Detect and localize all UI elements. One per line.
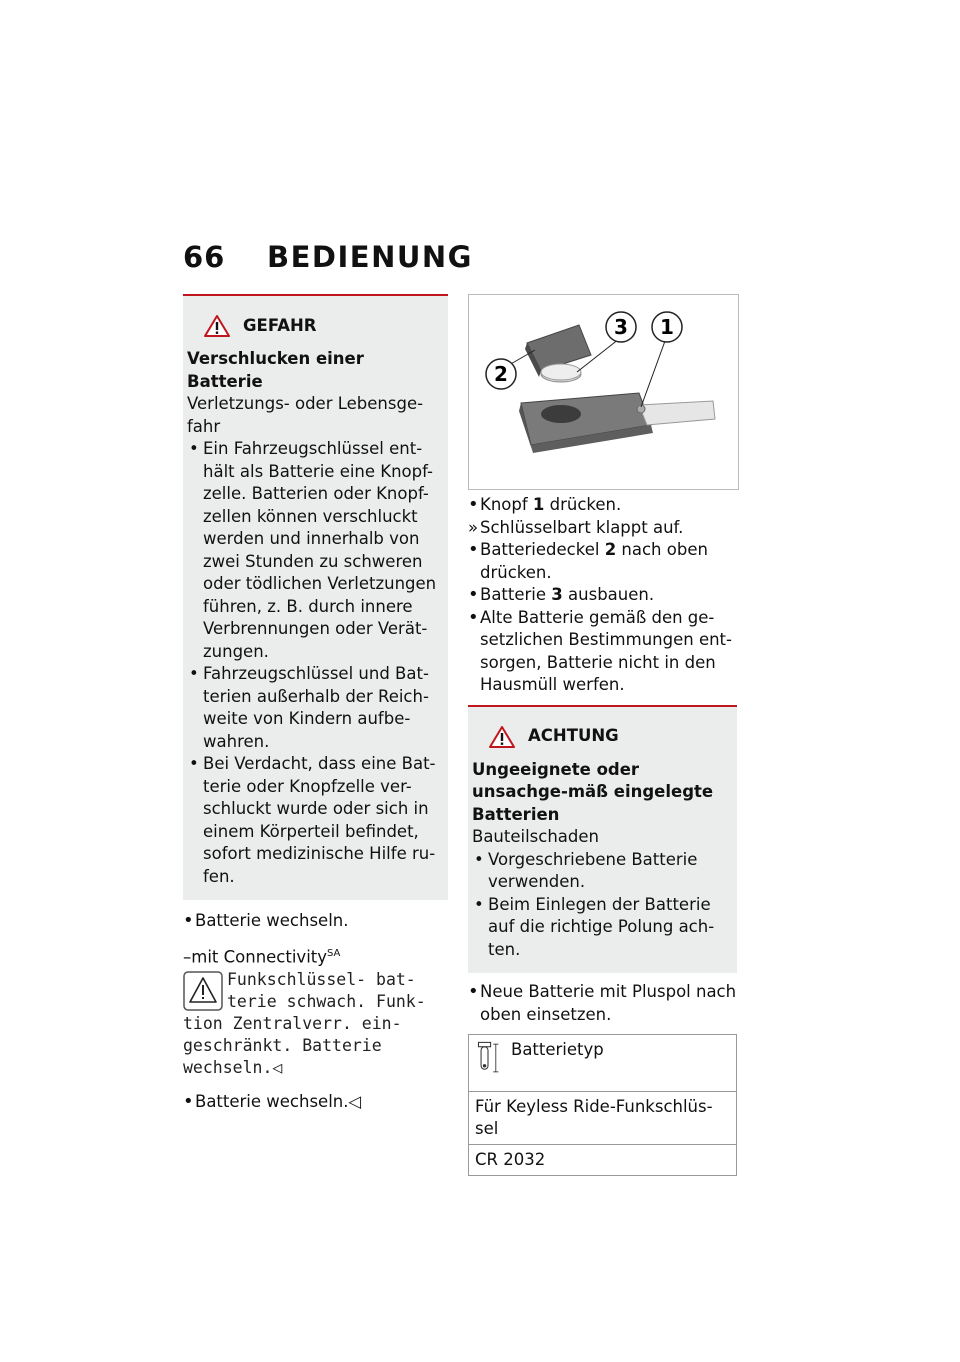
table-row	[469, 1092, 737, 1145]
step-text: Knopf	[480, 495, 533, 514]
step-text: Alte Batterie gemäß den ge-setzlichen Bestimmungen ent-sorgen, Batterie nicht in den Hausmüll werfen.	[480, 607, 732, 694]
left-column	[183, 294, 448, 1113]
step-number: 1	[532, 495, 545, 514]
callout-label: 3	[614, 315, 628, 339]
notice-title: Ungeeignete oder unsachge-mäß eingelegte Batterien	[472, 759, 714, 824]
notice-bullet: • Vorgeschriebene Batterie verwenden.	[472, 849, 731, 894]
display-line: terie schwach. Funk-	[227, 991, 426, 1011]
step-number: 2	[604, 540, 617, 559]
key-illustration	[469, 295, 738, 489]
notice-bullet: • Ein Fahrzeugschlüssel ent-hält als Batterie eine Knopf-zelle. Batterien oder Knopf-zellen können verschluckt werden und innerhalb von zwei Stunden zu schweren oder tödlichen Verletzungen führen, z. B. durch innere Verbrennungen oder Verät-zungen.	[187, 438, 442, 663]
page-header	[183, 240, 473, 274]
step-text: drücken.	[544, 495, 622, 514]
step-text: Batteriedeckel	[480, 540, 605, 559]
table-header-label: Batterietyp	[511, 1040, 604, 1059]
step-result	[468, 517, 737, 540]
table-row	[469, 1035, 737, 1092]
variant-sup: SA	[327, 947, 341, 959]
table-cell: CR 2032	[469, 1145, 737, 1176]
battery-icon	[475, 1039, 501, 1077]
notice-label: GEFAHR	[243, 315, 317, 335]
table-cell: Für Keyless Ride-Funkschlüs-sel	[469, 1092, 737, 1145]
table-header-cell	[469, 1035, 737, 1092]
table-row	[469, 1145, 737, 1176]
step-item	[468, 494, 737, 517]
danger-notice	[183, 294, 448, 900]
display-message	[183, 969, 448, 1079]
step-text: Schlüsselbart klappt auf.	[480, 517, 684, 537]
caution-notice	[468, 705, 737, 974]
notice-header	[203, 314, 442, 338]
step-text: Batterie	[480, 585, 552, 604]
warning-display-icon	[183, 971, 223, 1011]
display-line: Funkschlüssel- bat-	[227, 969, 416, 989]
variant-prefix: –mit Connectivity	[183, 947, 328, 966]
step-insert-battery: • Neue Batterie mit Pluspol nach oben einsetzen.	[468, 981, 737, 1026]
step-change-battery: • Batterie wechseln.	[183, 910, 448, 933]
callout-label: 2	[494, 362, 508, 386]
page-number: 66	[183, 240, 226, 274]
step-change-battery-end: • Batterie wechseln.◁	[183, 1091, 448, 1114]
notice-title: Verschlucken einer Batterie	[187, 349, 364, 391]
notice-subtitle: Bauteilschaden	[472, 827, 599, 846]
notice-bullet-list	[187, 438, 442, 888]
battery-spec-table	[468, 1034, 737, 1176]
notice-bullet: • Beim Einlegen der Batterie auf die richtige Polung ach-ten.	[472, 894, 731, 962]
notice-label: ACHTUNG	[528, 726, 619, 746]
step-number: 3	[551, 585, 563, 604]
notice-bullet: • Bei Verdacht, dass eine Bat-terie oder Knopfzelle ver-schluckt wurde oder sich in einem Körperteil befindet, sofort medizinische Hilfe ru-fen.	[187, 753, 442, 888]
step-text: nach oben drücken.	[480, 540, 708, 582]
warning-triangle-icon	[203, 314, 231, 338]
notice-subtitle: Verletzungs- oder Lebensge-fahr	[187, 394, 424, 436]
key-battery-figure	[468, 294, 739, 490]
step-item	[468, 584, 737, 607]
callout-label: 1	[660, 315, 674, 339]
notice-header	[488, 725, 731, 749]
notice-bullet: • Fahrzeugschlüssel und Bat-terien außerhalb der Reich-weite von Kindern aufbe-wahren.	[187, 663, 442, 753]
step-text: ausbauen.	[562, 585, 655, 604]
notice-bullet-list	[472, 849, 731, 962]
step-item	[468, 539, 737, 584]
variant-note	[183, 943, 448, 969]
chapter-title: BEDIENUNG	[267, 240, 473, 274]
warning-triangle-icon	[488, 725, 516, 749]
right-column	[468, 294, 737, 1176]
step-item	[468, 607, 737, 697]
display-rest: tion Zentralverr. ein-geschränkt. Batterie wechseln.◁	[183, 1013, 402, 1077]
